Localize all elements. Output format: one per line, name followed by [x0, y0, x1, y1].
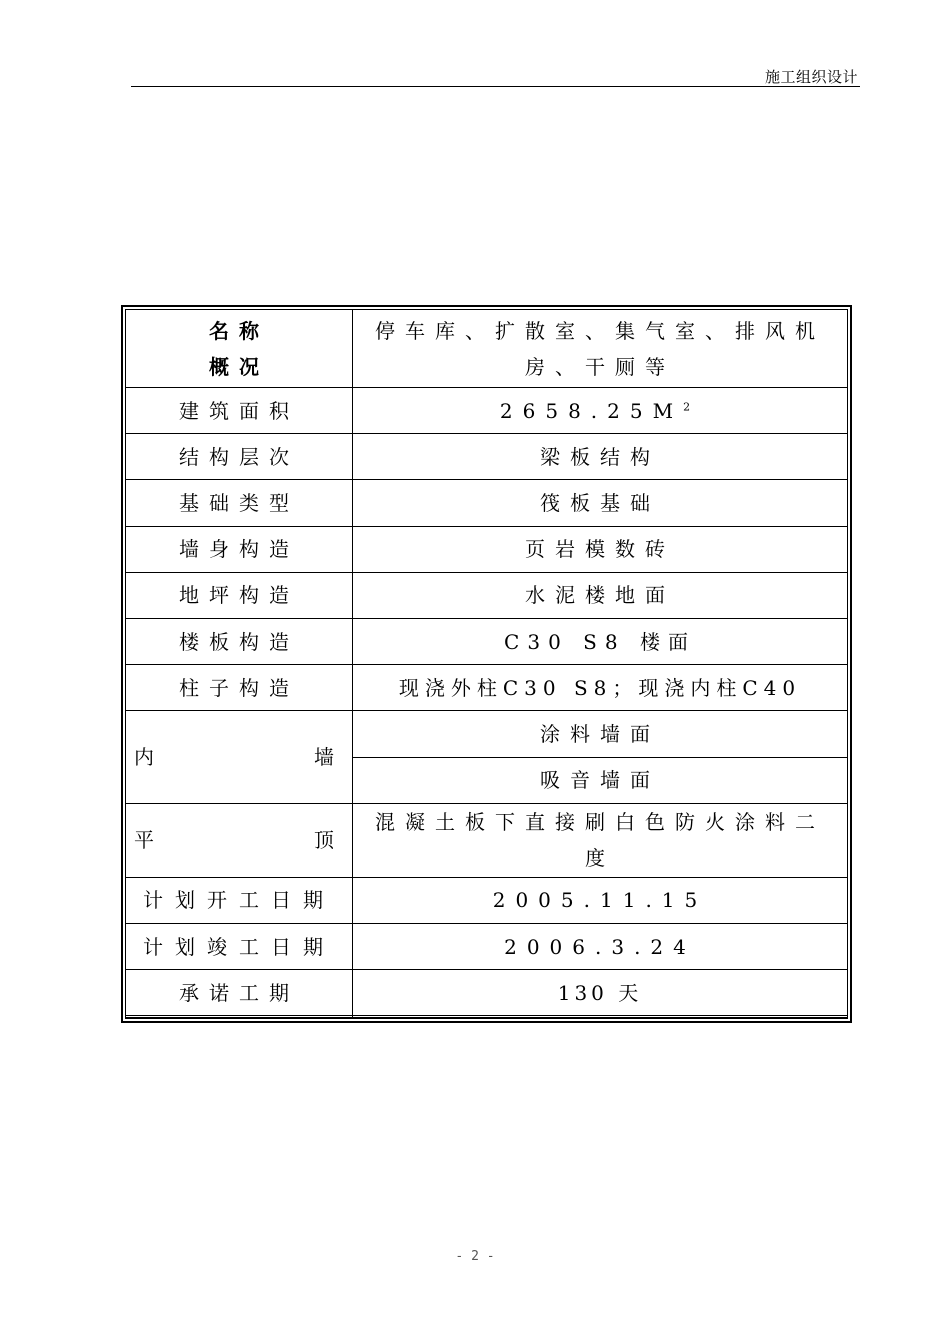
- project-overview-table: [125, 309, 848, 1019]
- wall-label: 墙身构造: [126, 526, 353, 572]
- finish-date-label: 计划竣工日期: [126, 924, 353, 970]
- inner-wall-label-part-b: 墙: [314, 745, 344, 770]
- table-row-start-date: [126, 877, 848, 923]
- name-label-line1: 名称: [209, 318, 269, 343]
- empty-label-cell-2: [126, 1017, 353, 1018]
- structure-value: 梁板结构: [353, 434, 848, 480]
- ceiling-label-part-a: 平: [134, 828, 164, 853]
- structure-label: 结构层次: [126, 434, 353, 480]
- table-row-name: [126, 310, 848, 388]
- table-row-structure: [126, 434, 848, 480]
- table-row-finish-date: [126, 924, 848, 970]
- duration-label: 承诺工期: [126, 970, 353, 1016]
- floor-label: 楼板构造: [126, 619, 353, 665]
- name-label-line2: 概况: [209, 354, 269, 379]
- ceiling-label: [134, 822, 344, 858]
- finish-date-value: 2006.3.24: [353, 924, 848, 970]
- table-row-area: [126, 388, 848, 434]
- table-row-foundation: [126, 480, 848, 526]
- foundation-label: 基础类型: [126, 480, 353, 526]
- table-row-duration: [126, 970, 848, 1016]
- ceiling-value: 混凝土板下直接刷白色防火涂料二度: [353, 803, 848, 877]
- project-overview-table-frame: [121, 305, 852, 1023]
- area-label: 建筑面积: [126, 388, 353, 434]
- name-value-cell: 停车库、扩散室、集气室、排风机房、干厕等: [353, 310, 848, 388]
- wall-value: 页岩模数砖: [353, 526, 848, 572]
- ground-value: 水泥楼地面: [353, 572, 848, 618]
- start-date-label: 计划开工日期: [126, 877, 353, 923]
- area-value-cell: [353, 388, 848, 434]
- inner-wall-label-cell: [126, 711, 353, 803]
- table-row-wall: [126, 526, 848, 572]
- ceiling-label-part-b: 顶: [314, 828, 344, 853]
- empty-value-cell-2: [353, 1017, 848, 1018]
- table-row-column: [126, 665, 848, 711]
- ceiling-label-cell: [126, 803, 353, 877]
- table-row-ceiling: [126, 803, 848, 877]
- page-number: - 2 -: [455, 1249, 495, 1264]
- inner-wall-label-part-a: 内: [134, 745, 164, 770]
- ground-label: 地坪构造: [126, 572, 353, 618]
- column-label: 柱子构造: [126, 665, 353, 711]
- duration-value: 130 天: [353, 970, 848, 1016]
- document-header-title: 施工组织设计: [764, 68, 858, 86]
- inner-wall-value-1: 涂料墙面: [353, 711, 848, 757]
- table-row-floor: [126, 619, 848, 665]
- column-value: 现浇外柱C30 S8；现浇内柱C40: [353, 665, 848, 711]
- table-row-ground: [126, 572, 848, 618]
- header-divider: [131, 86, 860, 87]
- area-value-superscript: 2: [683, 399, 701, 413]
- name-label-cell: [126, 310, 353, 388]
- inner-wall-label: [134, 739, 344, 775]
- area-value: 2658.25M: [499, 398, 684, 423]
- floor-value: C30 S8 楼面: [353, 619, 848, 665]
- inner-wall-value-2: 吸音墙面: [353, 757, 848, 803]
- table-row-inner-wall-1: [126, 711, 848, 757]
- foundation-value: 筏板基础: [353, 480, 848, 526]
- table-row-empty-2: [126, 1017, 848, 1018]
- start-date-value: 2005.11.15: [353, 877, 848, 923]
